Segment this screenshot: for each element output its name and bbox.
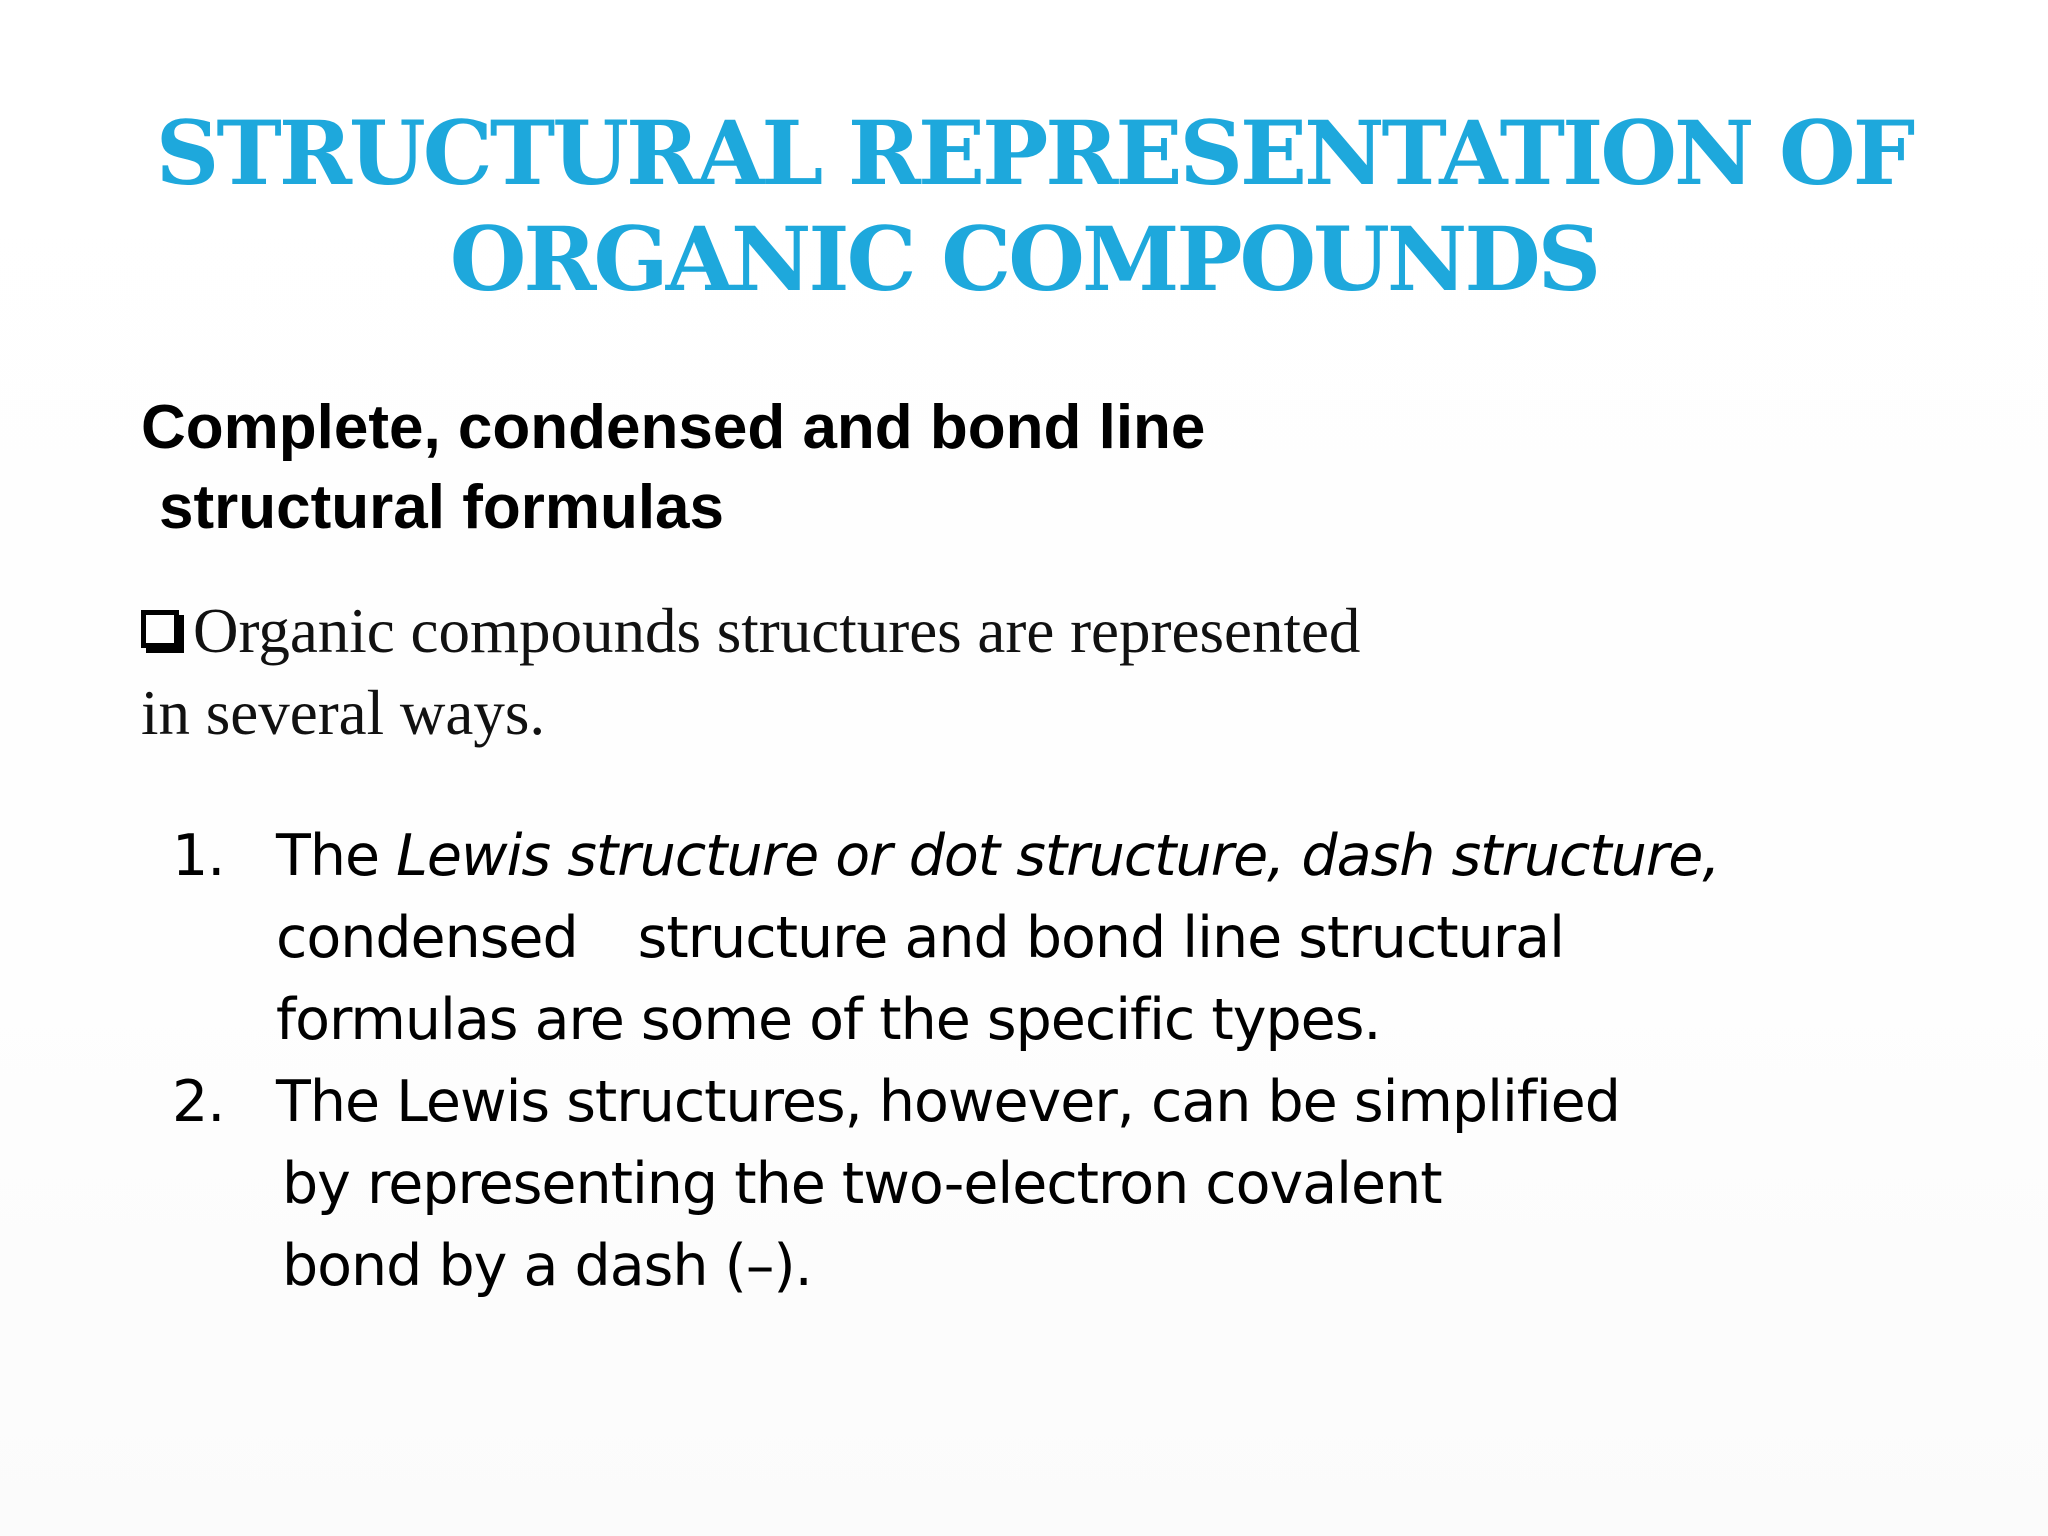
section-heading bbox=[141, 388, 1205, 548]
section-heading-line-2: structural formulas bbox=[159, 473, 725, 542]
list-item-italic-text: Lewis structure or dot structure, dash structure, bbox=[396, 823, 1720, 889]
list-item bbox=[0, 1061, 2048, 1307]
list-item bbox=[0, 815, 2048, 1061]
list-item-line: by representing the two-electron covalent bbox=[282, 1151, 1442, 1217]
list-item-text: condensed bbox=[276, 905, 578, 971]
numbered-list bbox=[0, 815, 2048, 1307]
list-item-body bbox=[276, 815, 2048, 1061]
list-item-text: The bbox=[276, 823, 397, 889]
list-item-line bbox=[276, 815, 2048, 897]
list-item-line: formulas are some of the specific types. bbox=[276, 987, 1381, 1053]
list-item-line: The Lewis structures, however, can be simplified bbox=[276, 1069, 1620, 1135]
intro-line-2: in several ways. bbox=[141, 678, 546, 748]
intro-line-1-text: Organic compounds structures are represented bbox=[193, 596, 1361, 666]
checkbox-square-icon bbox=[141, 610, 179, 648]
slide-title-line-1: STRUCTURAL REPRESENTATION OF bbox=[155, 101, 1913, 205]
intro-line-1 bbox=[141, 590, 1360, 672]
section-heading-line-1: Complete, condensed and bond line bbox=[141, 393, 1206, 462]
slide-title-line-2: ORGANIC COMPOUNDS bbox=[449, 207, 1599, 311]
list-item-number: 2. bbox=[172, 1069, 225, 1135]
list-item-number: 1. bbox=[172, 823, 225, 889]
list-item-line: bond by a dash (–). bbox=[282, 1233, 812, 1299]
slide-title bbox=[0, 100, 2048, 312]
list-item-body bbox=[276, 1061, 2048, 1307]
list-item-line bbox=[276, 897, 2048, 979]
intro-paragraph bbox=[141, 590, 1360, 754]
list-item-text: structure and bond line structural bbox=[637, 905, 1564, 971]
